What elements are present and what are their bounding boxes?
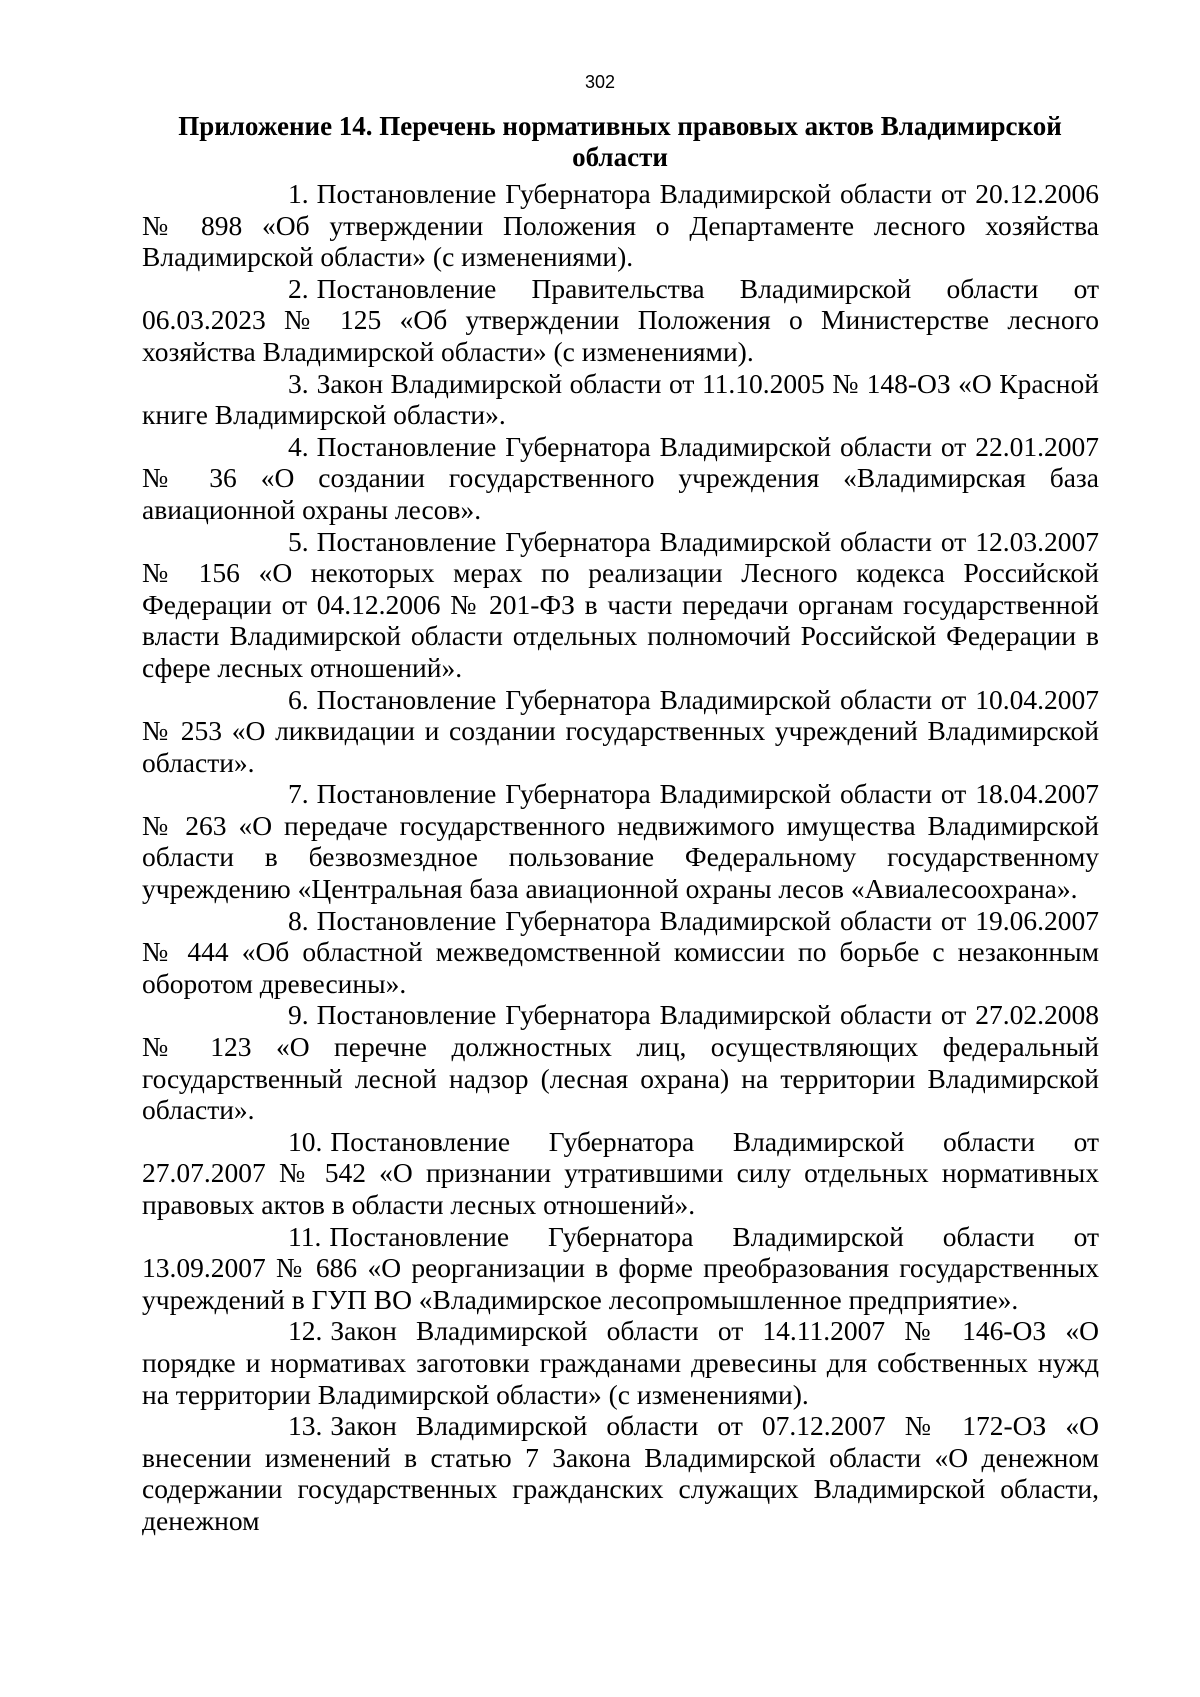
item-number: 8. (288, 904, 309, 936)
item-text: Постановление Губернатора Владимирской области от 18.04.2007 № 263 «О передаче государственного недвижимого имущества Владимирской области в безвозмездное пользование Федеральному государственному учреждению «Центральная база авиационной охраны лесов «Авиалесоохрана». (142, 778, 1099, 905)
item-number: 12. (288, 1315, 323, 1347)
acts-list (142, 178, 1099, 1537)
item-text: Закон Владимирской области от 14.11.2007 № 146-ОЗ «О порядке и нормативах заготовки гражданами древесины для собственных нужд на территории Владимирской области» (с изменениями). (142, 1315, 1099, 1410)
list-item (142, 1315, 1099, 1410)
item-number: 9. (288, 999, 309, 1031)
item-text: Закон Владимирской области от 07.12.2007 № 172-ОЗ «О внесении изменений в статью 7 Закона Владимирской области «О денежном содержании государственных гражданских служащих Владимирской области, денежном (142, 1410, 1099, 1536)
item-text: Постановление Губернатора Владимирской области от 20.12.2006 № 898 «Об утверждении Положения о Департаменте лесного хозяйства Владимирской области» (с изменениями). (142, 178, 1099, 273)
item-number: 1. (288, 178, 309, 209)
list-item (142, 905, 1099, 1000)
item-text: Постановление Губернатора Владимирской области от 13.09.2007 № 686 «О реорганизации в форме преобразования государственных учреждений в ГУП ВО «Владимирское лесопромышленное предприятие». (142, 1220, 1099, 1315)
item-number: 2. (288, 272, 309, 304)
item-text: Постановление Губернатора Владимирской области от 10.04.2007 № 253 «О ликвидации и создании государственных учреждений Владимирской области». (142, 683, 1099, 778)
list-item (142, 1126, 1099, 1221)
item-number: 4. (288, 430, 309, 462)
item-number: 5. (288, 525, 309, 557)
item-number: 10. (288, 1125, 323, 1157)
list-item (142, 431, 1099, 526)
item-number: 7. (288, 778, 309, 810)
list-item (142, 999, 1099, 1125)
item-text: Постановление Губернатора Владимирской области от 22.01.2007 № 36 «О создании государственного учреждения «Владимирская база авиационной охраны лесов». (142, 430, 1099, 525)
list-item (142, 273, 1099, 368)
item-text: Постановление Губернатора Владимирской области от 19.06.2007 № 444 «Об областной межведомственной комиссии по борьбе с незаконным оборотом древесины». (142, 904, 1099, 999)
list-item (142, 1410, 1099, 1536)
item-text: Постановление Правительства Владимирской области от 06.03.2023 № 125 «Об утверждении Положения о Министерстве лесного хозяйства Владимирской области» (с изменениями). (142, 272, 1099, 367)
page-title: Приложение 14. Перечень нормативных правовых актов Владимирской области (178, 111, 1062, 172)
list-item (142, 684, 1099, 779)
item-text: Закон Владимирской области от 11.10.2005 № 148-ОЗ «О Красной книге Владимирской области». (142, 367, 1099, 431)
list-item (142, 178, 1099, 273)
item-text: Постановление Губернатора Владимирской области от 27.02.2008 № 123 «О перечне должностных лиц, осуществляющих федеральный государственный лесной надзор (лесная охрана) на территории Владимирской области». (142, 999, 1099, 1126)
item-number: 13. (288, 1410, 323, 1442)
list-item (142, 1221, 1099, 1316)
item-number: 3. (288, 367, 309, 399)
item-number: 6. (288, 683, 309, 715)
list-item (142, 778, 1099, 904)
list-item (142, 526, 1099, 684)
page-number: 302 (584, 72, 616, 92)
list-item (142, 368, 1099, 431)
item-number: 11. (288, 1220, 322, 1252)
item-text: Постановление Губернатора Владимирской области от 12.03.2007 № 156 «О некоторых мерах по реализации Лесного кодекса Российской Федерации от 04.12.2006 № 201-ФЗ в части передачи органам государственной власти Владимирской области отдельных полномочий Российской Федерации в сфере лесных отношений». (142, 525, 1099, 683)
item-text: Постановление Губернатора Владимирской области от 27.07.2007 № 542 «О признании утратившими силу отдельных нормативных правовых актов в области лесных отношений». (142, 1125, 1099, 1220)
